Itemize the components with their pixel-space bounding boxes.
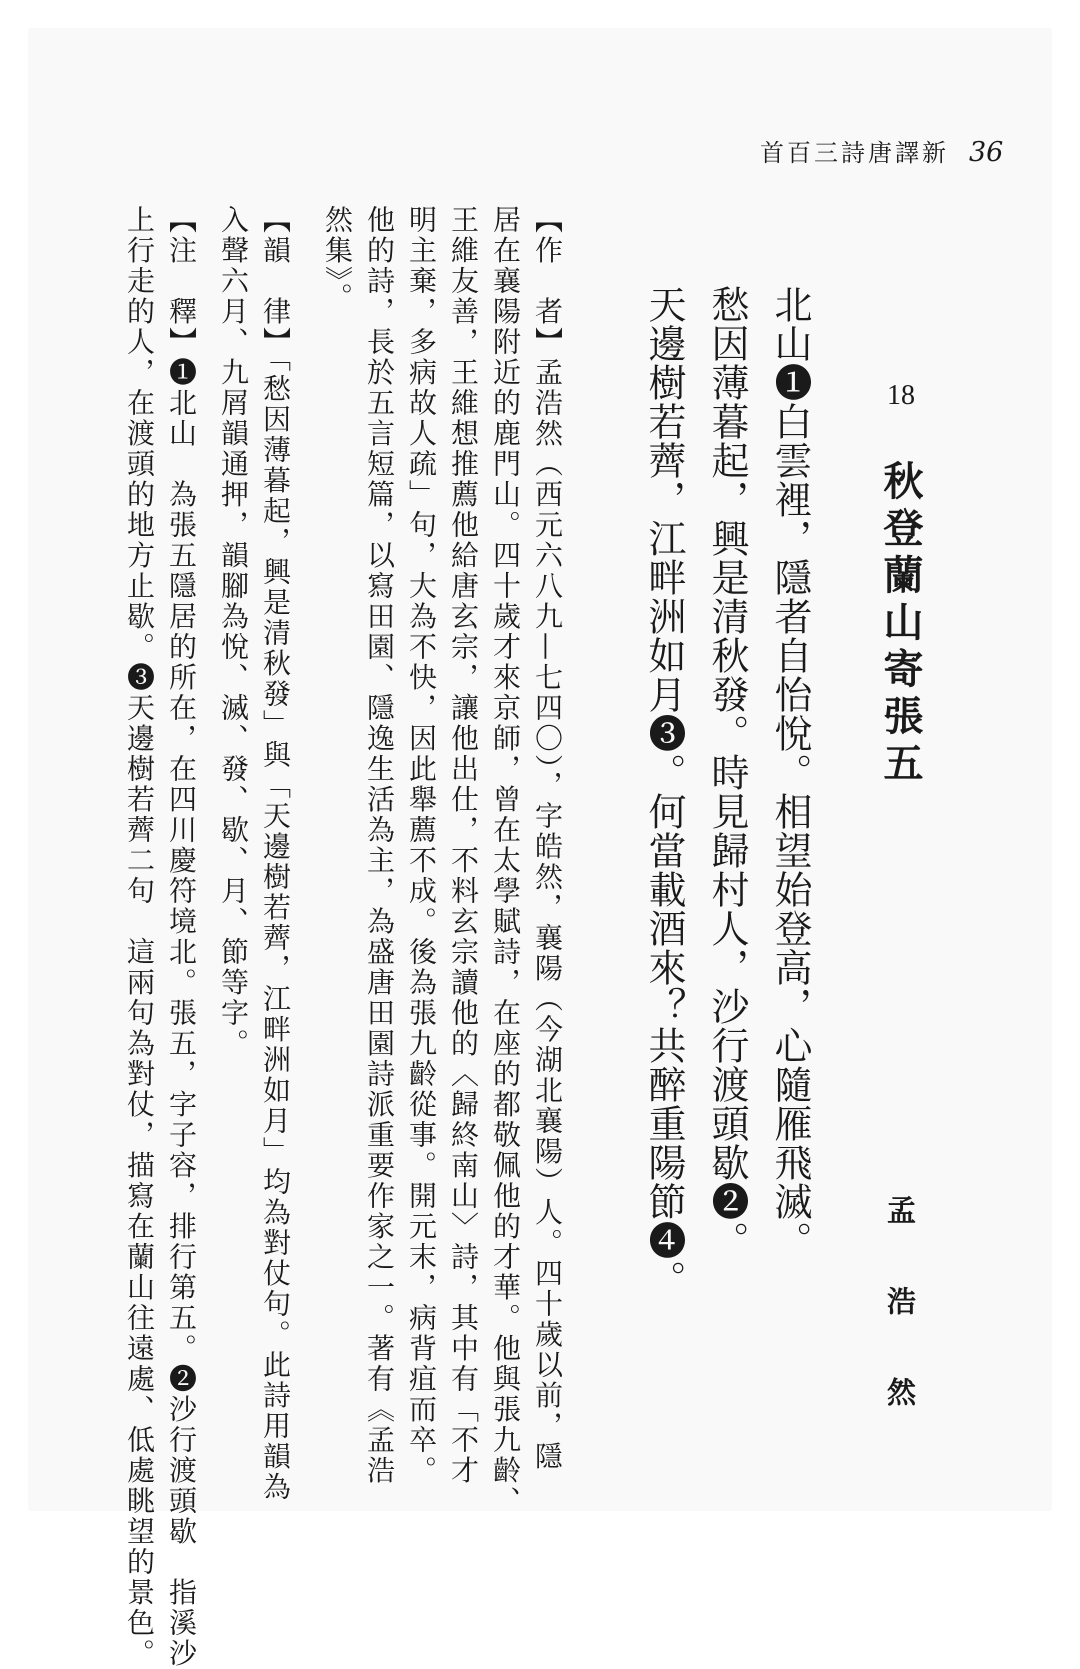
rhythm-text: 入聲六月、九屑韻通押，韻腳為悅、滅、發、歇、月、節等字。 (213, 205, 253, 1059)
book-title: 首百三詩唐譯新 (760, 139, 949, 167)
notes-text: ❶北山 為張五隱居的所在，在四川慶符境北。張五，字子容，排行第五。❷沙行渡頭歇 指溪沙 (165, 358, 198, 1669)
poem-number: 18 (881, 380, 921, 412)
rhythm-text: 「愁因薄暮起，興是清秋發」與「天邊樹若薺，江畔洲如月」均為對仗句。此詩用韻為 (259, 358, 292, 1503)
poem-author: 孟 浩 然 (880, 1195, 921, 1432)
poem-title: 秋登蘭山寄張五 (872, 460, 929, 789)
rhythm-section-label: 【韻 律】 (259, 205, 292, 358)
author-text: 明主棄，多病故人疏」句，大為不快，因此舉薦不成。後為張九齡從事。開元末，病背疽而卒。 (401, 205, 441, 1486)
rhythm-section-line-1 (255, 205, 295, 1503)
author-text: 居在襄陽附近的鹿門山。四十歲才來京師，曾在太學賦詩，在座的都敬佩他的才華。他與張九齡、 (485, 205, 525, 1517)
author-text: 王維友善，王維想推薦他給唐玄宗，讓他出仕，不料玄宗讀他的〈歸終南山〉詩，其中有「不才 (443, 205, 483, 1486)
author-text: 他的詩，長於五言短篇，以寫田園、隱逸生活為主，為盛唐田園詩派重要作家之一。著有《孟浩 (359, 205, 399, 1486)
author-text: 孟浩然（西元六八九—七四〇），字皓然，襄陽（今湖北襄陽）人。四十歲以前，隱 (531, 358, 564, 1473)
poem-line: 北山❶白雲裡，隱者自怡悅。相望始登高，心隨雁飛滅。 (764, 285, 816, 1260)
notes-text: 上行走的人，在渡頭的地方止歇。❸天邊樹若薺二句 這兩句為對仗，描寫在蘭山往遠處、低處眺望的景色。 (119, 205, 159, 1669)
notes-section-line-1 (161, 205, 201, 1669)
page-number: 36 (969, 137, 1003, 168)
poem-line: 天邊樹若薺，江畔洲如月❸。何當載酒來？共醉重陽節❹。 (638, 285, 690, 1299)
poem-line: 愁因薄暮起，興是清秋發。時見歸村人，沙行渡頭歇❷。 (701, 285, 753, 1260)
author-text: 然集》。 (317, 205, 357, 313)
running-header (760, 133, 980, 168)
author-section-label: 【作 者】 (531, 205, 564, 358)
author-section-line-1 (527, 205, 567, 1472)
notes-section-label: 【注 釋】 (165, 205, 198, 358)
